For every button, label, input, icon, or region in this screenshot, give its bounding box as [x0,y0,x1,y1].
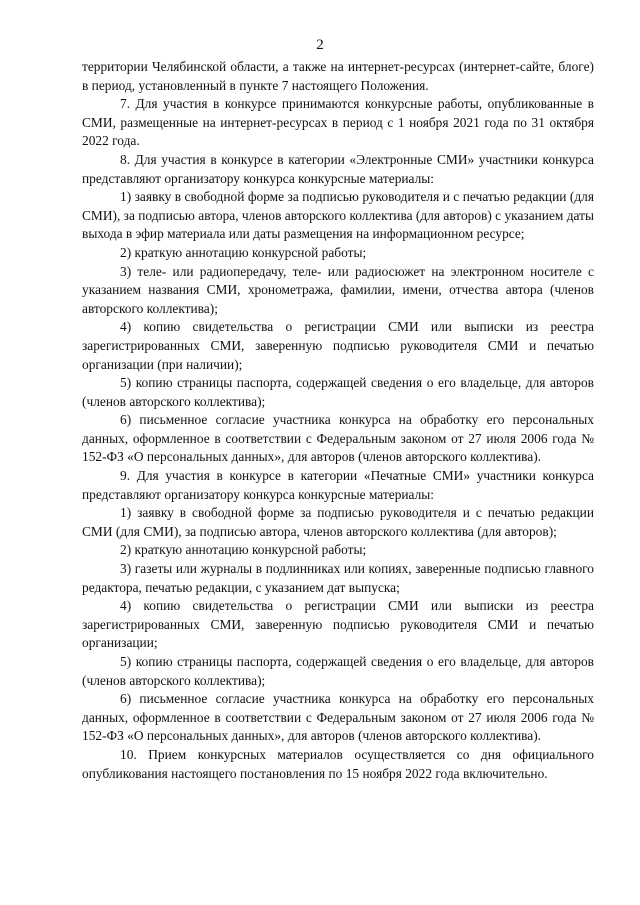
paragraph-item-7: 7. Для участия в конкурсе принимаются конкурсные работы, опубликованные в СМИ, размещенные на интернет-ресурсах в период с 1 ноября 2021 года по 31 октября 2022 года. [82,96,594,149]
list-item: 5) копию страницы паспорта, содержащей сведения о его владельце, для авторов (членов авторского коллектива); [82,375,594,409]
list-item: 6) письменное согласие участника конкурса на обработку его персональных данных, оформленное в соответствии с Федеральным законом от 27 июля 2006 года № 152-ФЗ «О персональных данных», для авторов (членов авторского коллектива). [82,691,594,744]
list-item: 2) краткую аннотацию конкурсной работы; [120,542,367,558]
list-item: 2) краткую аннотацию конкурсной работы; [120,244,367,260]
list-item: 3) теле- или радиопередачу, теле- или радиосюжет на электронном носителе с указанием названия СМИ, хронометража, фамилии, имени, отчества автора (членов авторского коллектива); [82,263,594,316]
paragraph-item-8: 8. Для участия в конкурсе в категории «Электронные СМИ» участники конкурса представляют организатору конкурса конкурсные материалы: [82,151,594,186]
paragraph-item-10: 10. Прием конкурсных материалов осуществляется со дня официального опубликования настоящего постановления по 15 ноября 2022 года включительно. [82,746,594,781]
list-item: 1) заявку в свободной форме за подписью руководителя и с печатью редакции (для СМИ), за подписью автора, членов авторского коллектива (для авторов) с указанием даты выхода в эфир материала или даты размещения на информационном ресурсе; [82,189,594,242]
list-item: 1) заявку в свободной форме за подписью руководителя и с печатью редакции СМИ (для СМИ), за подписью автора, членов авторского коллектива (для авторов); [82,505,594,539]
document-body [82,58,594,783]
page-number: 2 [316,37,324,53]
paragraph-item-9: 9. Для участия в конкурсе в категории «Печатные СМИ» участники конкурса представляют организатору конкурса конкурсные материалы: [82,468,594,502]
list-item: 3) газеты или журналы в подлинниках или копиях, заверенные подписью главного редактора, печатью редакции, с указанием дат выпуска; [82,561,594,595]
list-item: 4) копию свидетельства о регистрации СМИ или выписки из реестра зарегистрированных СМИ, заверенную подписью руководителя СМИ и печатью организации (при наличии); [82,319,594,372]
list-item: 4) копию свидетельства о регистрации СМИ или выписки из реестра зарегистрированных СМИ, заверенную подписью руководителя СМИ и печатью организации; [82,598,594,651]
list-item: 6) письменное согласие участника конкурса на обработку его персональных данных, оформленное в соответствии с Федеральным законом от 27 июля 2006 года № 152-ФЗ «О персональных данных», для авторов (членов авторского коллектива). [82,412,594,465]
list-item: 5) копию страницы паспорта, содержащей сведения о его владельце, для авторов (членов авторского коллектива); [82,654,594,688]
paragraph-continuation: территории Челябинской области, а также на интернет-ресурсах (интернет-сайте, блоге) в период, установленный в пункте 7 настоящего Положения. [82,59,594,93]
